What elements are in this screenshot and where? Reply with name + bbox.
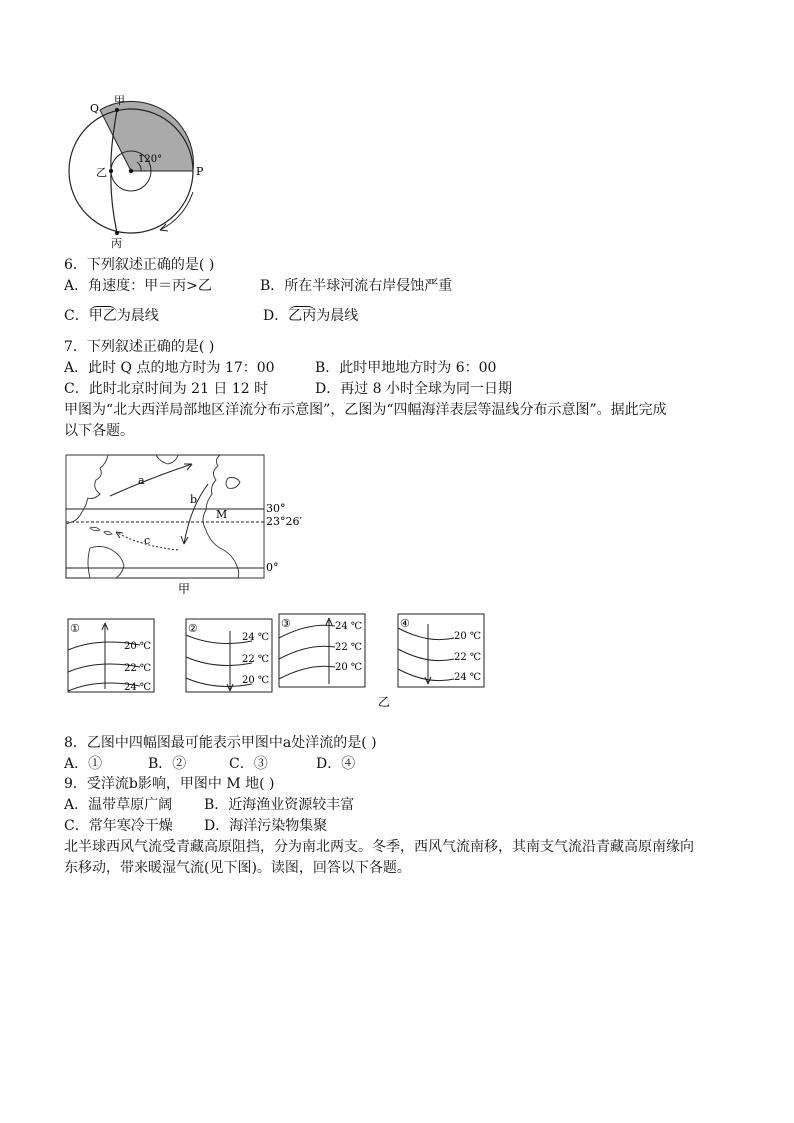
intro1-line2: 以下各题。 [64, 423, 134, 439]
point-yi [109, 169, 113, 173]
isotherm-panel-4 [398, 614, 484, 687]
isotherm-panels [60, 610, 500, 714]
q7-option-b[interactable]: B．此时甲地地方时为 6：00 [315, 360, 497, 376]
intro2-line2: 东移动，带来暖湿气流(见下图)。读图，回答以下各题。 [64, 860, 411, 876]
q6-option-c-prefix: C． [64, 308, 89, 324]
label-angle: 120° [138, 154, 163, 165]
q7-option-a[interactable]: A．此时 Q 点的地方时为 17：00 [64, 360, 275, 376]
rotation-arrow [160, 192, 193, 230]
panel-3-num: ③ [281, 617, 291, 630]
isotherm-panel-1 [68, 619, 154, 693]
q7-option-c[interactable]: C．此时北京时间为 21 日 12 时 [64, 381, 269, 397]
polar-view-diagram [60, 90, 220, 250]
map-label-m: M [216, 508, 228, 521]
panel-1-num: ① [70, 622, 80, 635]
panel-2-label-3: 20 ℃ [242, 675, 270, 686]
panel-2-label-1: 24 ℃ [242, 632, 270, 643]
isotherm-caption: 乙 [378, 695, 391, 709]
q7-option-d[interactable]: D．再过 8 小时全球为同一日期 [315, 381, 513, 397]
panel-1-label-1: 20 ℃ [124, 641, 152, 652]
panel-2-num: ② [188, 622, 198, 635]
q6-stem: 6．下列叙述正确的是( ) [64, 257, 215, 273]
q8-stem: 8．乙图中四幅图最可能表示甲图中a处洋流的是( ) [64, 735, 377, 751]
point-jia [115, 108, 119, 112]
map-caption: 甲 [178, 582, 191, 596]
panel-3-label-3: 20 ℃ [335, 662, 363, 673]
map-label-2326: 23°26′ [266, 515, 302, 528]
panel-4-label-3: 24 ℃ [454, 672, 482, 683]
q6-option-d[interactable] [263, 307, 358, 325]
panel-4-num: ④ [400, 617, 410, 630]
panel-4-label-2: 22 ℃ [454, 652, 482, 663]
isotherm-panel-3 [279, 614, 365, 687]
panel-2-label-2: 22 ℃ [242, 654, 270, 665]
panel-4-label-1: 20 ℃ [454, 631, 482, 642]
q7-stem: 7．下列叙述正确的是( ) [64, 339, 215, 355]
q6-option-a[interactable]: A．角速度：甲＝丙>乙 [64, 278, 212, 294]
q6-option-d-suffix: 为晨线 [316, 308, 359, 324]
label-q: Q [90, 102, 100, 115]
map-label-0: 0° [266, 561, 279, 574]
q6-option-c-suffix: 为晨线 [116, 308, 159, 324]
q9-option-c[interactable]: C．常年寒冷干燥 [64, 818, 173, 834]
q6-option-c[interactable] [64, 307, 159, 325]
map-label-a: a [138, 474, 145, 487]
panel-1-label-2: 22 ℃ [124, 663, 152, 674]
center-point [129, 169, 133, 173]
intro2-line1: 北半球西风气流受青藏高原阻挡，分为南北两支。冬季，西风气流南移，其南支气流沿青藏高原南缘向 [64, 839, 694, 855]
q9-stem: 9．受洋流b影响，甲图中 M 地( ) [64, 776, 275, 792]
q8-option-c[interactable]: C．③ [229, 756, 268, 772]
label-yi: 乙 [96, 166, 107, 179]
q8-option-d[interactable]: D．④ [316, 756, 356, 772]
map-label-b: b [190, 493, 198, 506]
intro1-line1: 甲图为“北大西洋局部地区洋流分布示意图”，乙图为“四幅海洋表层等温线分布示意图”。据此完成 [64, 402, 667, 418]
isotherm-panel-2 [186, 619, 272, 692]
map-label-30: 30° [266, 502, 286, 515]
map-label-c: c [144, 534, 151, 547]
label-p: P [196, 165, 204, 178]
q8-option-b[interactable]: B．② [148, 756, 187, 772]
label-jia: 甲 [114, 94, 125, 107]
q6-option-c-arc: 甲乙 [88, 308, 117, 324]
q6-option-d-arc: 乙丙 [288, 308, 317, 324]
q8-option-a[interactable]: A．① [64, 756, 103, 772]
point-bing [115, 231, 119, 235]
q9-option-a[interactable]: A．温带草原广阔 [64, 797, 173, 813]
panel-3-label-2: 22 ℃ [335, 642, 363, 653]
q6-option-d-prefix: D． [263, 308, 289, 324]
q6-option-b[interactable]: B．所在半球河流右岸侵蚀严重 [260, 278, 453, 294]
panel-3-label-1: 24 ℃ [335, 621, 363, 632]
q9-option-d[interactable]: D．海洋污染物集聚 [204, 818, 328, 834]
panel-1-label-3: 24 ℃ [124, 682, 152, 693]
north-atlantic-current-map [60, 450, 302, 600]
label-bing: 丙 [111, 237, 122, 250]
q9-option-b[interactable]: B．近海渔业资源较丰富 [204, 797, 355, 813]
